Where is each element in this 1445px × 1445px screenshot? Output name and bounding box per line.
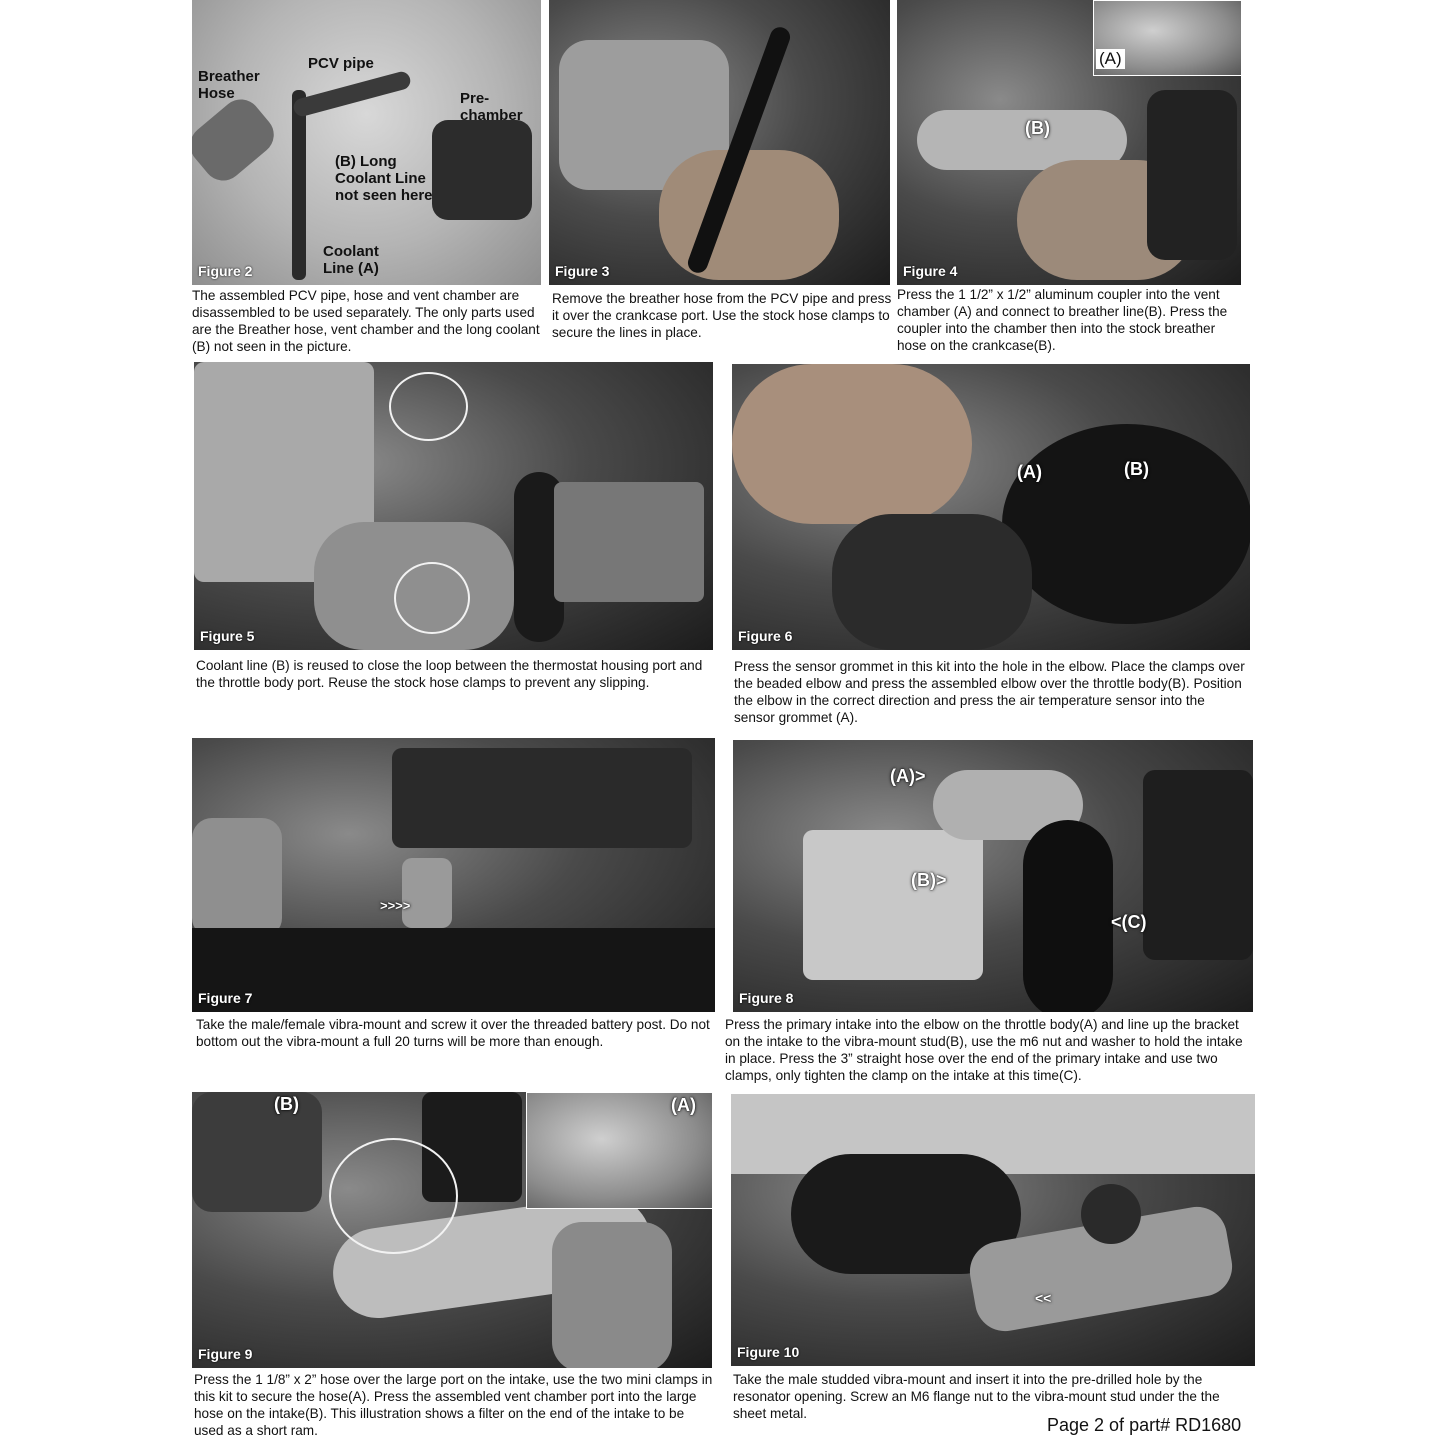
- figure-2-caption: The assembled PCV pipe, hose and vent chamber are disassembled to be used separately. The only parts used are the Breather hose, vent chamber and the long coolant (B) not seen in the picture.: [192, 288, 540, 354]
- inset-label-a: (A): [1096, 49, 1125, 69]
- highlight-circle: [329, 1138, 458, 1254]
- figure-10-label: Figure 10: [737, 1344, 800, 1360]
- figure-4-caption: Press the 1 1/2” x 1/2” aluminum coupler into the vent chamber (A) and connect to breather line(B). Press the coupler into the chamber then into the stock breather hose on the crankcase(B).: [897, 287, 1228, 353]
- breather-hose-label: Breather Hose: [198, 68, 260, 102]
- figure-9-photo: [192, 1092, 712, 1368]
- figure-9-label: Figure 9: [198, 1346, 253, 1362]
- figure-4-photo: [897, 0, 1241, 285]
- pcv-pipe-label: PCV pipe: [308, 55, 374, 72]
- page-footer: Page 2 of part# RD1680: [1047, 1415, 1242, 1435]
- figure-6-label: Figure 6: [738, 628, 793, 644]
- figure-6-photo: [732, 364, 1250, 650]
- coolant-line-label: Coolant Line (A): [323, 243, 379, 277]
- label-b: (B): [1124, 459, 1149, 479]
- arrow-marker: <<: [1035, 1290, 1052, 1306]
- pre-chamber-label: Pre- chamber: [460, 90, 523, 124]
- highlight-circle-top: [389, 372, 468, 441]
- figure-2-label: Figure 2: [198, 263, 253, 279]
- label-b: (B): [274, 1094, 299, 1114]
- highlight-circle-bottom: [394, 562, 470, 634]
- figure-10-caption: Take the male studded vibra-mount and insert it into the pre-drilled hole by the resonator opening. Screw an M6 flange nut to the vibra-mount stud under the the sheet metal.: [733, 1372, 1220, 1421]
- figure-5-label: Figure 5: [200, 628, 255, 644]
- figure-5-caption: Coolant line (B) is reused to close the loop between the thermostat housing port and the throttle body port. Reuse the stock hose clamps to prevent any slipping.: [196, 658, 703, 690]
- figure-3-label: Figure 3: [555, 263, 610, 279]
- long-coolant-line-label: (B) Long Coolant Line not seen here: [335, 153, 433, 204]
- arrow-marker: >>>>: [380, 898, 411, 913]
- figure-4-label: Figure 4: [903, 263, 958, 279]
- figure-3-photo: [549, 0, 890, 285]
- figure-7-photo: [192, 738, 715, 1012]
- figure-5-photo: [194, 362, 713, 650]
- figure-9-caption: Press the 1 1/8” x 2” hose over the large port on the intake, use the two mini clamps in this kit to secure the hose(A). Press the assembled vent chamber port into the large hose on the intake(B). This illustration shows a filter on the end of the intake to be used as a short ram.: [194, 1372, 713, 1438]
- inset-label-a: (A): [671, 1095, 696, 1115]
- figure-8-photo: [733, 740, 1253, 1012]
- figure-2-photo: [192, 0, 541, 285]
- label-a: (A)>: [890, 766, 926, 786]
- figure-3-caption: Remove the breather hose from the PCV pipe and press it over the crankcase port. Use the stock hose clamps to secure the lines in place.: [552, 291, 892, 340]
- figure-7-label: Figure 7: [198, 990, 253, 1006]
- label-b: (B)>: [911, 870, 947, 890]
- figure-8-label: Figure 8: [739, 990, 794, 1006]
- figure-10-photo: [731, 1094, 1255, 1366]
- figure-9-inset: [526, 1092, 712, 1209]
- figure-4-inset: [1093, 0, 1241, 76]
- label-b: (B): [1025, 118, 1050, 138]
- figure-6-caption: Press the sensor grommet in this kit into the hole in the elbow. Place the clamps over the beaded elbow and press the assembled elbow over the throttle body(B). Position the elbow in the correct direction and press the air temperature sensor into the sensor grommet (A).: [734, 659, 1245, 725]
- label-a: (A): [1017, 462, 1042, 482]
- figure-8-caption: Press the primary intake into the elbow on the throttle body(A) and line up the bracket on the intake to the vibra-mount stud(B), use the m6 nut and washer to hold the intake in place. Press the 3” straight hose over the end of the primary intake and use two clamps, only tighten the clamp on the intake at this time(C).: [725, 1017, 1243, 1083]
- figure-7-caption: Take the male/female vibra-mount and screw it over the threaded battery post. Do not bottom out the vibra-mount a full 20 turns will be more than enough.: [196, 1017, 710, 1049]
- label-c: <(C): [1111, 912, 1147, 932]
